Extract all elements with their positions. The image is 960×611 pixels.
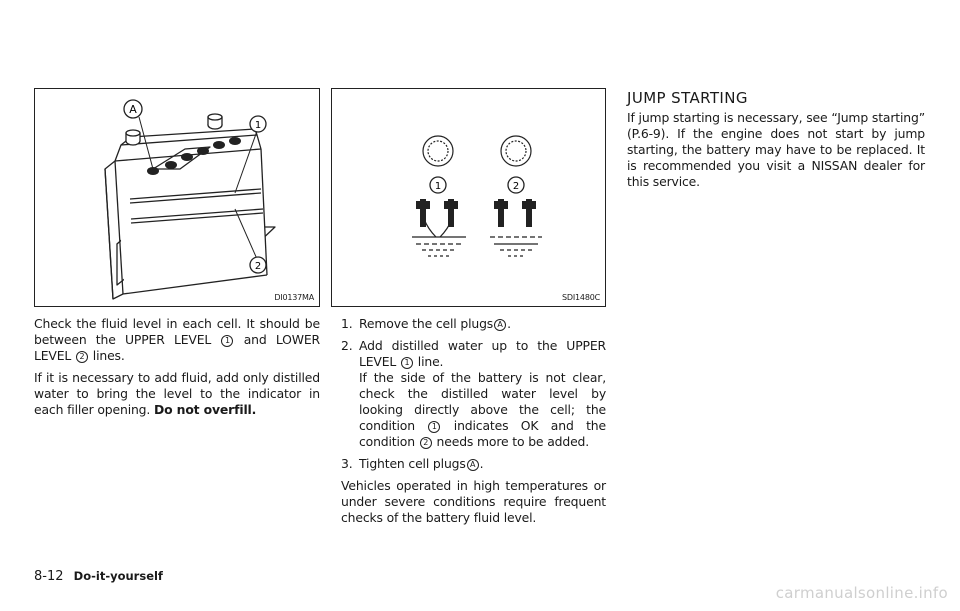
step-note: If the side of the battery is not clear, check the distilled water level by looking directly above the cell; the condition 1 indicates OK and the condition 2 needs more to be added. [359, 370, 606, 449]
paragraph-check-level: Check the fluid level in each cell. It should be between the UPPER LEVEL 1 and LOWER LEVEL 2 lines. [34, 316, 320, 363]
circled-number-icon: 2 [76, 351, 88, 363]
steps-list [341, 316, 606, 472]
circled-number-icon: 1 [401, 357, 413, 369]
cell-level-drawing [332, 89, 607, 308]
list-item: 2. Add distilled water up to the UPPER LEVEL 1 line. If the side of the battery is not clear, check the distilled water level by looking directly above the cell; the condition 1 indicates OK and the condition 2 needs more to be added. [341, 338, 606, 449]
label-2: 2 [254, 261, 262, 272]
label-2: 2 [512, 181, 520, 192]
circled-letter-icon: A [494, 319, 506, 331]
right-text-column [627, 90, 925, 196]
label-a: A [129, 103, 137, 116]
section-heading: JUMP STARTING [627, 89, 748, 107]
label-1: 1 [434, 181, 442, 192]
paragraph-add-fluid: If it is necessary to add fluid, add only distilled water to bring the level to the indicator in each filler opening. Do not overfill. [34, 370, 320, 417]
figure-code: DI0137MA [274, 293, 314, 302]
paragraph-high-temp: Vehicles operated in high temperatures or under severe conditions require frequent checks of the battery fluid level. [341, 478, 606, 525]
circled-letter-icon: A [467, 459, 479, 471]
warning-text: Do not overfill. [153, 402, 257, 417]
list-item: 1. Remove the cell plugs A . [341, 316, 511, 331]
battery-illustration [34, 88, 320, 307]
cell-level-illustration [331, 88, 606, 307]
page-number: 8-12 [34, 569, 64, 584]
list-item: 3. Tighten cell plugs A . [341, 456, 484, 471]
figure-code: SDI1480C [562, 293, 600, 302]
middle-text-column [341, 316, 606, 532]
paragraph-jump-starting: If jump starting is necessary, see “Jump starting” (P.6-9). If the engine does not start by jump starting, the battery may have to be replaced. It is recommended you visit a NISSAN dealer for this service. [627, 110, 925, 189]
battery-drawing [35, 89, 321, 308]
left-text-column [34, 316, 320, 424]
watermark: carmanualsonline.info [775, 584, 948, 602]
label-1: 1 [254, 120, 262, 131]
page-footer [34, 569, 163, 584]
circled-number-icon: 1 [221, 335, 233, 347]
circled-number-icon: 2 [420, 437, 432, 449]
section-name: Do-it-yourself [73, 569, 163, 583]
circled-number-icon: 1 [428, 421, 440, 433]
